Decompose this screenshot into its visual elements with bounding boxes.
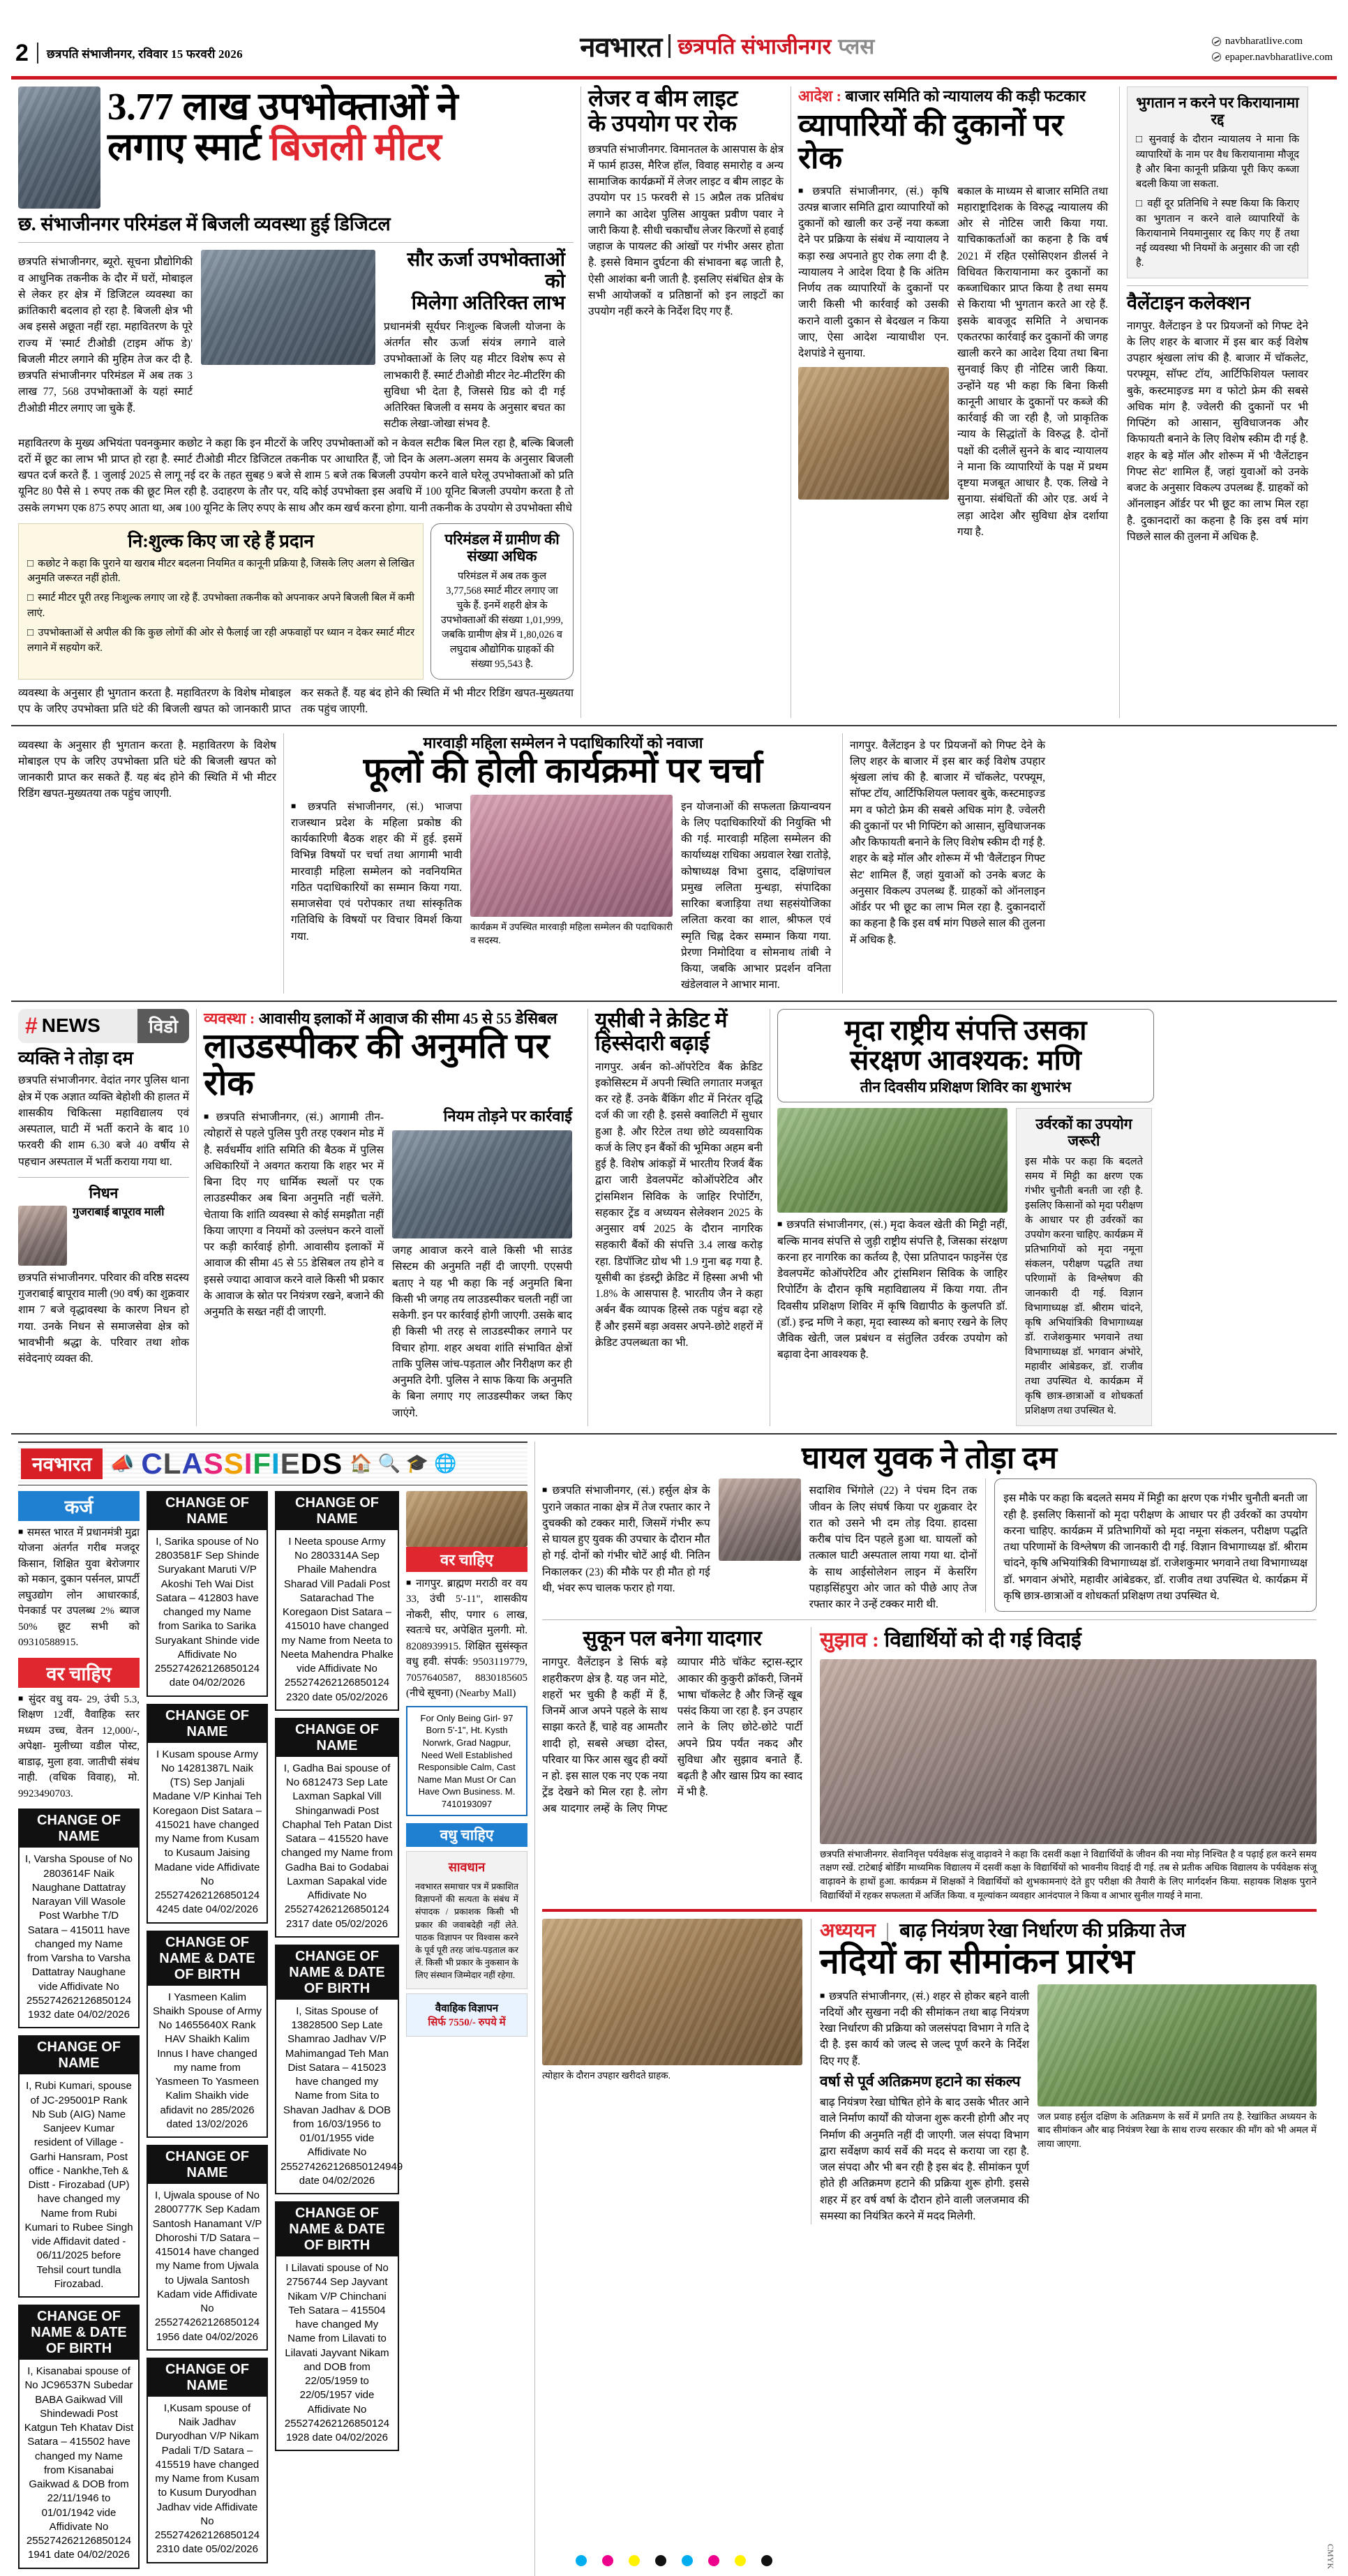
ad-title: CHANGE OF NAME & DATE OF BIRTH — [148, 1932, 267, 1986]
ucb-body: नागपुर. अर्बन को-ऑपरेटिव बैंक क्रेडिट इकोसिस्टम में अपनी स्थिति लगातार मजबूत कर रहे हैं. उनके बैंकिंग शीट में निरंतर वृद्धि दर्ज की जा रही है. इससे क्वालिटी में सुधार हुआ है. और रिटेल तथा छोटे व्यवसायिक कर्ज के लिए इन बैंकों की भूमिका अहम बनी हुई है. विशेष आंकड़ों में भारतीय रिजर्व बैंक द्वारा जारी डेवलपमेंट कोऑपरेटिव और ट्रांसमिशन सिविक के जाहिर रिपोर्टिंग, सहकार ट्रेंड व अध्ययन सेलेक्शन 2025 के अनुसार वर्ष 2025 के दौरान नागरिक सहकारी बैंकों की संपत्ति 3.4 लाख करोड़ रहा. डिपॉजिट ग्रोथ भी 1.9 गुना बढ़ गया है. यूसीबी का इंडस्ट्री क्रेडिट में हिस्सा अभी भी 1.8% के आसपास है. भारतीय जैन ने कहा अर्बन बैंक व्यापक हिस्से तक पहुंच बढ़ा रहे हैं और इसमें बड़ा अवसर अपने-छोटे शहरों में क्रेडिट उपलब्धता का भी. — [595, 1061, 763, 1349]
news-video-label: # NEWS — [18, 1009, 137, 1043]
lead-body-col1b: महावितरण के मुख्य अभियंता पवनकुमार कछोट ने कहा कि इन मीटरों के जरिए उपभोक्ताओं को न केवल सटीक बिल मिल रहा है, बल्कि बिजली दरों में छूट का लाभ भी प्राप्त हो रहा है. स्मार्ट टीओडी मीटर डिजिटल तकनीक पर आधारित हैं, जो दिन के अलग-अलग समय के अनुसार बिजली खपत दर्ज करते हैं. 1 जुलाई 2025 से लागू नई दर के तहत सुबह 9 बजे से शाम 5 बजे तक बिजली उपयोग करने वाले घरेलू उपभोक्ताओं को प्रति यूनिट 80 पैसे से 1 रुपए तक की छूट मिल रही है. उदाहरण के तौर पर, यदि कोई उपभोक्ता इस अवधि में 100 यूनिट बिजली उपयोग करता है तो उसके लगभग एक 875 रुपए आता था, अब 100 यूनिट के लिए रुपए के साथ और कम खर्च करना होगा. यानी तकनीक के उपयोग से उपभोक्ता सीधे — [18, 437, 574, 514]
soil-headline-box — [777, 1009, 1154, 1103]
person-died-body: छत्रपति संभाजीनगर. वेदांत नगर पुलिस थाना क्षेत्र में एक अज्ञात व्यक्ति बेहोशी की हालत में शासकीय चिकित्सा महाविद्यालय एवं अस्पताल, घाटी में भर्ती कराने के बाद 10 फरवरी की शाम 6.30 बजे 40 वर्षीय से पहचान अस्पताल में भर्ती कराया गया था. — [18, 1074, 189, 1168]
fertilizer-box — [1016, 1108, 1152, 1426]
ad-body: I Yasmeen Kalim Shaikh Spouse of Army No 14655640X Rank HAV Shaikh Kalim Innus I have changed my name from Yasmeen To Yasmeen Kalim Shaikh vide afidavit no 285/2026 dated 13/02/2026 — [153, 1991, 262, 2130]
free-meter-box — [18, 523, 424, 680]
classifieds-category-icons — [350, 1453, 457, 1474]
matrimony-banner-photo — [406, 1491, 527, 1547]
graduation-cap-icon: 🎓 — [405, 1453, 429, 1474]
category-groom-wanted[interactable]: वर चाहिए — [18, 1658, 140, 1688]
yellow-dot — [735, 2555, 746, 2566]
edition-name: छत्रपति संभाजीनगर — [677, 33, 832, 59]
rivers-headline: नदियों का सीमांकन प्रारंभ — [820, 1942, 1134, 1982]
classified-ad[interactable] — [275, 1945, 403, 2194]
ad-body: I,Kusam spouse of Naik Jadhav Duryodhan V/P Nikam Padali T/D Satara – 415519 have changed my Name from Kusam to Kusum Duryodhan Jadhav vide Affidivate No 255274262126850124 2310 date 05/02/2026 — [154, 2402, 260, 2556]
ad-title: CHANGE OF NAME — [148, 2146, 267, 2184]
section-divider — [11, 1001, 1337, 1002]
column-separator — [985, 1478, 986, 1612]
loudspeaker-story — [197, 1009, 587, 1426]
loudspeaker-side-body: जगह आवाज करने वाले किसी भी साउंड सिस्टम की अनुमति नहीं दी जाएगी. एएसपी बताए ने यह भी कहा कि नई अनुमति बिना किसी भी जगह तय लाउडस्पीकर चलती नहीं जा सकेगी. इन पर कार्रवाई होगी जाएगी. उसके बाद ही किसी भी तरह से लाउडस्पीकर लगाने पर विचार होगा. शहर अथवा शांति संभावित क्षेत्रों ताकि पुलिस जांच-पड़ताल और निरीक्षण कर ही अनुमति देगी. पुलिस ने साफ किया कि अनुमति के बिना लगाए गए लाउडस्पीकर जब्त किए जाएंगे. — [392, 1245, 572, 1419]
marwadi-headline: फूलों की होली कार्यक्रमों पर चर्चा — [363, 751, 763, 791]
soil-story — [770, 1009, 1161, 1426]
divider — [1127, 285, 1308, 286]
youth-headline: घायल युवक ने तोड़ा दम — [801, 1440, 1058, 1475]
classified-ad[interactable] — [147, 1704, 268, 1924]
category-loan[interactable]: कर्ज — [18, 1491, 140, 1521]
rent-box-item: □ सुनवाई के दौरान न्यायालय ने माना कि व्यापारियों के नाम पर वैध किरायानामा मौजूद है और बिना कानूनी प्रक्रिया पूरी किए कब्जा बदली किया जा सकता. — [1136, 133, 1299, 192]
obituary-body: छत्रपति संभाजीनगर. परिवार की वरिष्ठ सदस्य गुजराबाई बापूराव माली (90 वर्ष) का शुक्रवार शाम 7 बजे वृद्धावस्था के कारण निधन हो गया. उनके निधन से समाजसेवा क्षेत्र को भावभीनी श्रद्धा के. परिवार तथा शोक संवेदनाएं व्यक्त की. — [18, 1271, 189, 1365]
valentine-headline: वैलेंटाइन कलेक्शन — [1127, 292, 1251, 313]
gavel-photo — [798, 367, 949, 500]
ad-title: CHANGE OF NAME & DATE OF BIRTH — [276, 2203, 398, 2256]
ad-title: CHANGE OF NAME — [20, 2037, 138, 2074]
globe-icon — [1212, 37, 1221, 46]
classifieds-title: CLASSIFIEDS — [141, 1446, 343, 1480]
valentine-continued — [843, 733, 1052, 994]
masthead-rule — [11, 76, 1337, 80]
rivers-caption: जल प्रवाह हर्सुल दक्षिण के अतिक्रमण के सर्वे में प्रगति तय है. रेखांकित अध्ययन के बाद सीमांकन और बाढ़ नियंत्रण रेखा के साथ राज्य सरकार की माँग को भी अमल में लाया जाएगा. — [1038, 2111, 1317, 2149]
valentine-body: नागपुर. वैलेंटाइन डे पर प्रियजनों को गिफ्ट देने के लिए शहर के बाजार में इस बार कई विशेष उपहार श्रृंखला लांच की है. बाजार में चॉकलेट, परफ्यूम, सॉफ्ट टॉय, आर्टिफिशियल फ्लावर बुके, कस्टमाइज्ड मग व फोटो फ्रेम की सबसे अधिक मांग है. ज्वेलरी की दुकानों पर भी गिफ्टिंग को आसान, सुविधाजनक और किफायती बनाने के लिए विशेष स्कीम दी गई है. शहर के बड़े मॉल और शोरूम में भी 'वैलेंटाइन गिफ्ट सेट' शामिल हैं, जहां युवाओं को उनके बजट के अनुसार विकल्प उपलब्ध हैं. ग्राहकों को ऑनलाइन ऑर्डर पर भी छूट का लाभ मिल रहा है. दुकानदारों का कहना है कि इस वर्ष मांग पिछले साल की तुलना में अधिक है. — [1127, 320, 1308, 543]
rural-count-body: परिमंडल में अब तक कुल 3,77,568 स्मार्ट मीटर लगाए जा चुके हैं. इनमें शहरी क्षेत्र के उपभोक्ताओं की संख्या 1,01,999, जबकि ग्रामीण क्षेत्र में 1,80,026 व लघुदाब औद्योगिक ग्राहकों की संख्या 95,543 है. — [440, 571, 564, 671]
masthead — [11, 8, 1337, 70]
classified-ad[interactable] — [18, 1809, 140, 2028]
middle-section — [11, 733, 1337, 994]
free-meter-item: □ स्मार्ट मीटर पूरी तरह निःशुल्क लगाए जा रहे हैं. उपभोक्ता तकनीक को अपनाकर अपने बिजली बिल में कमी लाएं. — [27, 591, 414, 621]
edition-suffix: प्लस — [838, 33, 875, 59]
cyan-dot — [682, 2555, 693, 2566]
ad-title: CHANGE OF NAME & DATE OF BIRTH — [20, 2306, 138, 2360]
divider — [18, 242, 574, 243]
soil-subhead: तीन दिवसीय प्रशिक्षण शिविर का शुभारंभ — [860, 1079, 1072, 1096]
website-main[interactable]: navbharatlive.com — [1225, 36, 1303, 47]
lead-body-col1: छत्रपति संभाजीनगर, ब्यूरो. सूचना प्रौद्योगिकी व आधुनिक तकनीक के दौर में घरों, मोबाइल से लेकर हर क्षेत्र में डिजिटल व्यवस्था का क्रांतिकारी बदलाव हो रहा है. बिजली क्षेत्र भी अब इससे अछूता नहीं रहा. महावितरण के पूरे राज्य में 'स्मार्ट टीओडी (टाइम ऑफ डे)' बिजली मीटर लगाने की मुहिम तेज कर दी है. छत्रपति संभाजीनगर परिमंडल में अब तक 3 लाख 77, 568 उपभोक्ताओं के यहां स्मार्ट टीओडी मीटर लगाए जा चुके हैं. — [18, 256, 193, 414]
website-epaper[interactable]: epaper.navbharatlive.com — [1225, 51, 1333, 63]
fertilizer-body: इस मौके पर कहा कि बदलते समय में मिट्टी का क्षरण एक गंभीर चुनौती बनती जा रही है. इसलिए किसानों को मृदा परीक्षण के आधार पर ही उर्वरकों का उपयोग करना चाहिए. कार्यक्रम में प्रतिभागियों को मृदा नमूना संकलन, परीक्षण पद्धति तथा परिणामों के विश्लेषण की जानकारी दी गई. विज्ञान विभागाध्यक्ष डॉ. श्रीराम चांदने, कृषि अभियांत्रिकी विभागाध्यक्ष डॉ. राजेशकुमार भगवाने तथा विभागाध्यक्ष डॉ. भगवान अंभोरे, महावीर आंबेडकर, डॉ. राजीव तथा उपस्थित थे. कार्यक्रम में कृषि छात्र-छात्राओं व शोधकर्ता प्रशिक्षण तथा उपस्थित थे. — [1025, 1155, 1143, 1416]
classified-ad[interactable] — [275, 2201, 399, 2451]
globe-icon — [1212, 52, 1221, 61]
person-died-headline: व्यक्ति ने तोड़ा दम — [18, 1047, 133, 1068]
yellow-dot — [629, 2555, 640, 2566]
section-divider — [11, 1433, 1337, 1435]
sukoon-headline: सुकून पल बनेगा यादगार — [583, 1627, 762, 1651]
lead-tail: व्यवस्था के अनुसार ही भुगतान करता है. महावितरण के विशेष मोबाइल एप के जरिए उपभोक्ता प्रति घंटे की बिजली खपत को जानकारी प्राप्त कर सकते हैं. यह बंद होने की स्थिति में भी मीटर रिडिंग खपत-मुख्यतया तक पहुंच जाएगी. — [18, 687, 574, 716]
youth-portrait-photo — [719, 1478, 801, 1561]
court-body-a: ■ छत्रपति संभाजीनगर, (सं.) कृषि उत्पन्न बाजार समिति द्वारा व्यापारियों को दुकानों को खाली कर उन्हें नया कब्जा देने पर प्रक्रिया के संबंध में न्यायालय ने कड़ा रुख अपनाते हुए रोक लगा दी है. न्यायालय ने आदेश दिया है कि अंतिम निर्णय तक व्यापारियों के दुकानों पर जारी किसी भी कार्रवाई को उसकी कराने वाली दुकान से बेदखल न किया जाए, ऐसा आदेश न्यायाधीश एन. देशपांडे ने सुनाया. — [798, 184, 949, 362]
classifieds-brand: नवभारत — [21, 1448, 103, 1479]
ad-body: I, Rubi Kumari, spouse of JC-295001P Rank Nb Sub (AIG) Name Sanjeev Kumar resident of Village - Garhi Hansram, Post office - Nankhe,Teh & Distt - Firozabad (UP) have changed my Name from Rubi Kumari to Rubee Singh vide Affidavit dated - 06/11/2025 before Tehsil court tundla Firozabad. — [24, 2080, 133, 2290]
ad-title: CHANGE OF NAME — [148, 1492, 267, 1530]
rivers-subhead: वर्षा से पूर्व अतिक्रमण हटाने का संकल्प — [820, 2072, 1021, 2090]
smart-meter-photo — [201, 250, 375, 365]
classified-ad[interactable] — [147, 1931, 268, 2139]
black-dot — [655, 2555, 666, 2566]
classified-ad[interactable] — [147, 1491, 268, 1697]
matrimony-offer-price: सिर्फ 7550/- रुपये में — [428, 2017, 506, 2029]
masthead-divider — [37, 43, 38, 63]
news-video-tag: विडो — [137, 1009, 189, 1043]
soil-headline: मृदा राष्ट्रीय संपत्ति उसका संरक्षण आवश्यक: मणि — [844, 1014, 1087, 1076]
court-story — [791, 87, 1119, 718]
page-number: 2 — [15, 40, 29, 66]
lead-story — [11, 87, 581, 718]
solar-headline: सौर ऊर्जा उपभोक्ताओं को मिलेगा अतिरिक्त लाभ — [407, 249, 565, 314]
classified-ad[interactable] — [18, 2305, 140, 2569]
rivers-story — [820, 1919, 1317, 2224]
classifieds-banner — [18, 1441, 527, 1485]
category-bride-wanted[interactable]: वर चाहिए — [406, 1547, 527, 1572]
lead-thumbnail-photo — [18, 87, 100, 209]
sukoon-body: नागपुर. वैलेंटाइन डे सिर्फ बड़े शहरीकरण क्षेत्र है. यह जन मोटे, शहरों भर चुकी है कहीं में हैं, जिनमें आज अपने पहले के साथ साझा करते हैं, चाहे वह आमतौर शादी हो, सबसे अच्छा दोस्त, परिवार या फिर आस खुद ही क्यों न हो. इस साल एक नए एक नया ट्रेंड देखने को मिल रहा है. लोग अब यादगार लम्हें के लिए गिफ्ट व्यापार मीठे चॉकेट स्ट्रास-स्ट्रार आकार की कुकुरी क्रॉकरी, जिनमें भाषा चॉकलेट है और जिन्हें खूब पसंद किया जा रहा है. इन उपहार लाने के लिए छोटे-छोटे पार्टी अपने प्रिय पर्यंत नकद और सुविधा और सुझाव बनाते हैं. बढ़ती है और खास प्रिय का स्वाद में भी है. — [542, 1656, 803, 1815]
globe-icon: 🌐 — [434, 1453, 457, 1474]
section-divider-red — [542, 1909, 1317, 1912]
lead-carryover: व्यवस्था के अनुसार ही भुगतान करता है. महावितरण के विशेष मोबाइल एप के जरिए उपभोक्ता प्रति घंटे की बिजली खपत को जानकारी प्राप्त कर सकते हैं. यह बंद होने की स्थिति में भी मीटर रिडिंग खपत-मुख्यतया तक पहुंच जाएगी. — [18, 739, 276, 800]
court-kicker: आदेश : बाजार समिति को न्यायालय की कड़ी फटकार — [798, 87, 1086, 105]
news-video-badge[interactable] — [18, 1009, 189, 1043]
bottom-section — [11, 1441, 1337, 2576]
fertilizer-title: उर्वरकों का उपयोग जरूरी — [1035, 1116, 1132, 1150]
rivers-body: ■ छत्रपति संभाजीनगर, (सं.) शहर से होकर बहने वाली नदियों और सुखना नदी की सीमांकन तथा बाढ़ नियंत्रण रेखा निर्धारण की प्रक्रिया को जलसंपदा विभाग ने गति दे दी है. इस कार्य को जल्द से जल्द पूर्ण करने के निर्देश दिए गए हैं. — [820, 1989, 1029, 2069]
soil-body: ■ छत्रपति संभाजीनगर, (सं.) मृदा केवल खेती की मिट्टी नहीं, बल्कि मानव संपत्ति से जुड़ी राष्ट्रीय संपत्ति है, जिसका संरक्षण करना हर नागरिक का कर्तव्य है, ऐसा प्रतिपादन फाइनेंस एंड डेवलपमेंट कोऑपरेटिव और ट्रांसमिशन सिविक के जाहिर रिपोर्टिंग के दौरान कृषि महाविद्यालय में किया गया. तीन दिवसीय प्रशिक्षण शिविर में कृषि विद्यापीठ के कुलपति डॉ. (डॉ.) इन्द्र मणि ने कहा, मृदा स्वास्थ्य को बनाए रखने के लिए जैविक खेती, जल प्रबंधन व संतुलित उर्वरक उपयोग को बढ़ावा देना आवश्यक है. — [777, 1217, 1008, 1363]
black-dot — [761, 2555, 772, 2566]
free-meter-item: □ उपभोक्ताओं से अपील की कि कुछ लोगों की ओर से फैलाई जा रही अफवाहों पर ध्यान न देकर स्मार्ट मीटर लगाने में सहयोग करें. — [27, 626, 414, 656]
obituary-title: निधन — [89, 1184, 119, 1201]
lead-headline: 3.77 लाख उपभोक्ताओं ने लगाए स्मार्ट बिजली मीटर — [107, 85, 458, 169]
valentine-carryover: नागपुर. वैलेंटाइन डे पर प्रियजनों को गिफ्ट देने के लिए शहर के बाजार में इस बार कई विशेष उपहार श्रृंखला लांच की है. बाजार में चॉकलेट, परफ्यूम, सॉफ्ट टॉय, आर्टिफिशियल फ्लावर बुके, कस्टमाइज्ड मग व फोटो फ्रेम की सबसे अधिक मांग है. ज्वेलरी की दुकानों पर भी गिफ्टिंग को आसान, सुविधाजनक और किफायती बनाने के लिए विशेष स्कीम दी गई है. शहर के बड़े मॉल और शोरूम में भी 'वैलेंटाइन गिफ्ट सेट' शामिल हैं, जहां युवाओं को उनके बजट के अनुसार विकल्प उपलब्ध हैं. ग्राहकों को ऑनलाइन ऑर्डर पर भी छूट का लाभ मिल रहा है. दुकानदारों का कहना है कि इस वर्ष मांग पिछले साल की तुलना में अधिक है. — [850, 739, 1045, 946]
obituary-photo — [18, 1206, 67, 1266]
top-section — [11, 87, 1337, 718]
classifieds-col-c — [275, 1491, 403, 2576]
vidai-story — [820, 1627, 1317, 1902]
warning-title: सावधान — [448, 1860, 486, 1875]
court-headline: व्यापारियों की दुकानों पर रोक — [798, 107, 1064, 176]
divider — [18, 1177, 189, 1178]
laser-body: छत्रपति संभाजीनगर. विमानतल के आसपास के क्षेत्र में फार्म हाउस, मैरिज हॉल, विवाह समारोह व अन्य सामाजिक कार्यक्रमों में लेजर लाइट व बीम लाइट के उपयोग पर 15 फरवरी से 15 अप्रैल तक प्रतिबंध लगाने का आदेश पुलिस आयुक्त प्रवीण पवार ने जारी किया है. सीधी चकाचौंध लेजर किरणों से हवाई जहाज के पायलट की आंखों पर गंभीर असर होता है. इससे विमान दुर्घटना की संभावना बढ़ जाती है, ऐसी आशंका बनी जाती है. इसलिए संबंधित क्षेत्र के सभी आयोजकों व प्रतिष्ठानों को इन लाइटों का उपयोग नहीं करने के निर्देश दिए गए हैं. — [588, 143, 784, 318]
hash-icon: # — [25, 1012, 38, 1038]
category-bride[interactable]: वधु चाहिए — [406, 1823, 527, 1847]
third-section — [11, 1009, 1337, 1426]
soil-training-photo — [777, 1108, 1008, 1213]
ad-title: CHANGE OF NAME — [148, 2359, 267, 2397]
ad-body: I Kusam spouse Army No 14281387L Naik (TS) Sep Janjali Madane V/P Kinhai Teh Koregaon Dist Satara – 415021 have changed my Name from Kusam to Kusaum Jaising Madane vide Affidivate No 255274262126850124 4245 date 04/02/2026 — [152, 1748, 262, 1916]
ad-body: I, Ujwala spouse of No 2800777K Sep Kadam Santosh Hanamant V/P Dhoroshi T/D Satara – 415014 have changed my Name from Ujwala to Ujwala Santosh Kadam vide Affidivate No 255274262126850124 1956 date 04/02/2026 — [152, 2189, 262, 2343]
sukoon-story — [542, 1627, 802, 1902]
classifieds-col-b — [147, 1491, 268, 2576]
free-meter-title: नि:शुल्क किए जा रहे हैं प्रदान — [128, 530, 314, 551]
matrimony-offer-tag: वैवाहिक विज्ञापन — [435, 2003, 499, 2015]
classifieds-block — [11, 1441, 534, 2576]
person-search-icon: 🔍 — [377, 1453, 400, 1474]
marwadi-story — [284, 733, 842, 994]
rent-box — [1127, 87, 1308, 278]
news-video-column — [11, 1009, 196, 1426]
sukoon-photo-block — [542, 1919, 802, 2224]
english-matrimony-ad[interactable] — [406, 1706, 527, 1816]
cmyk-label: CMYK — [1326, 2543, 1335, 2569]
rural-count-title: परिमंडल में ग्रामीण की संख्या अधिक — [444, 530, 560, 564]
youth-body2: सदाशिव भिंगोले (22) ने पंचम दिन तक जीवन के लिए संघर्ष किया पर शुक्रवार देर रात को उसने भी दम तोड़ दिया. हादसा करीब पांच दिन पहले हुआ था. घायलों को तत्काल घाटी अस्पताल लाया गया था. दोनों के साथ आईसोलेशन लाइन में केसरिंग पहाड़सिंहपुरा ओर जात को पीछे आए तेज रफ्तार कार ने उन्हें टक्कर मारी थी. — [809, 1485, 978, 1611]
right-rail — [1120, 87, 1315, 718]
loan-ad-text: ■ समस्त भारत में प्रधानमंत्री मुद्रा योजना अंतर्गत गरीब मजदूर किसान, शिक्षित युवा बेरोजगार को मकान, दुकान पर्सनल, प्रापर्टी लघुउद्योग लोन आधारकार्ड, पेनकार्ड पर उपलब्ध 2% ब्याज 50% छूट सभी को 09310588915. — [18, 1525, 140, 1651]
vidai-kicker: सुझाव : विद्यार्थियों को दी गई विदाई — [820, 1628, 1081, 1652]
gift-shopping-photo — [542, 1919, 802, 2065]
masthead-left — [15, 41, 243, 65]
sukoon-caption: त्योहार के दौरान उपहार खरीदते ग्राहक. — [542, 2070, 671, 2081]
ad-body: I, Gadha Bai spouse of No 6812473 Sep Late Laxman Sapkal Vill Shinganwadi Post Chaphal Teh Patan Dist Satara – 415520 have changed my Name from Gadha Bai to Godabai Laxman Sapakal vide Affidivate No 255274262126850124 2317 date 05/02/2026 — [280, 1762, 394, 1930]
loudspeaker-headline: लाउडस्पीकर की अनुमति पर रोक — [204, 1026, 550, 1102]
ad-title: CHANGE OF NAME & DATE OF BIRTH — [276, 1946, 398, 2000]
ucb-story — [588, 1009, 770, 1426]
megaphone-icon: 📣 — [110, 1453, 135, 1475]
lead-subhead: छ. संभाजीनगर परिमंडल में बिजली व्यवस्था हुई डिजिटल — [18, 214, 391, 234]
ad-body: I, Sitas Spouse of 13828500 Sep Late Shamrao Jadhav V/P Mahimangad Teh Man Dist Satara – 415023 have changed my Name from Sita to Shavan Jadhav & DOB from 16/03/1956 to 01/01/1955 vide Affidivate No 255274262126850124949 date 04/02/2026 — [280, 2005, 403, 2187]
dateline: छत्रपति संभाजीनगर, रविवार 15 फरवरी 2026 — [46, 47, 243, 61]
brand-divider — [668, 34, 671, 58]
marwadi-group-photo — [470, 795, 673, 917]
river-survey-photo — [1038, 1984, 1317, 2106]
vidai-group-photo — [820, 1659, 1317, 1844]
ad-body: I Lilavati spouse of No 2756744 Sep Jayvant Nikam V/P Chinchani Teh Satara – 415504 have changed My Name from Lilavati to Lilavati Jayvant Nikam and DOB from 22/05/1959 to 22/05/1957 vide Affidivate No 255274262126850124 1928 date 04/02/2026 — [284, 2262, 390, 2444]
classified-ad[interactable] — [18, 2035, 140, 2298]
classifieds-col-categories — [18, 1491, 140, 2576]
soil-extra-body: इस मौके पर कहा कि बदलते समय में मिट्टी का क्षरण एक गंभीर चुनौती बनती जा रही है. इसलिए किसानों को मृदा परीक्षण के आधार पर ही उर्वरकों का उपयोग करना चाहिए. कार्यक्रम में प्रतिभागियों को मृदा नमूना संकलन, परीक्षण पद्धति तथा परिणामों के विश्लेषण की जानकारी दी गई. विज्ञान विभागाध्यक्ष डॉ. श्रीराम चांदने, कृषि अभियांत्रिकी विभागाध्यक्ष डॉ. राजेशकुमार भगवाने तथा विभागाध्यक्ष डॉ. भगवान अंभोरे, महावीर आंबेडकर, डॉ. राजीव तथा उपस्थित थे. कार्यक्रम में कृषि छात्र-छात्राओं व शोधकर्ता प्रशिक्षण तथा उपस्थित थे. — [1003, 1492, 1308, 1602]
marwadi-body2: इन योजनाओं की सफलता क्रियान्वयन के लिए पदाधिकारियों की नियुक्ति भी की गई. मारवाड़ी महिला सम्मेलन की कार्याध्यक्ष राधिका अग्रवाल रेखा रातोड़े, कोषाध्यक्ष विभा दुसाद, दक्षिणांचल प्रमुख ललिता मुन्धड़ा, संपादिका सारिका बजाड़िया तथा सहसंयोजिका ललिता करवा का शाल, श्रीफल एवं स्मृति चिह्न देकर सम्मान किया गया. प्रेरणा निमोदिया व सोमनाथ तांबी ने किया, जबकि आभार प्रदर्शन वनिता खंडेलवाल ने आभार माना. — [681, 800, 831, 991]
laser-headline: लेजर व बीम लाइट के उपयोग पर रोक — [588, 87, 738, 137]
solar-body: प्रधानमंत्री सूर्यघर निःशुल्क बिजली योजना के अंतर्गत सौर ऊर्जा संयंत्र लगाने वाले उपभोक्ताओं के लिए यह मीटर विशेष रूप से लाभकारी हैं. स्मार्ट टीओडी मीटर नेट-मीटरिंग की सुविधा भी देता है, जिससे ग्रिड को दी गई अतिरिक्त बिजली व समय के अनुसार बचत का सटीक लेखा-जोखा संभव है. — [384, 320, 565, 430]
matrimony-offer-box[interactable] — [406, 1993, 527, 2037]
ad-body: I, Varsha Spouse of No 2803614F Naik Naughane Dattatray Narayan Vill Wasole Post Warbhe T/D Satara – 415011 have changed my Name from Varsha to Varsha Dattatray Naughane vide Affidivate No 255274262126850124 1932 date 04/02/2026 — [25, 1853, 133, 2021]
divider — [542, 1619, 1317, 1620]
free-meter-item: □ कछोट ने कहा कि पुराने या खराब मीटर बदलना नियमित व कानूनी प्रक्रिया है, जिसके लिए अलग से लिखित अनुमति जरूरत नहीं होती. — [27, 557, 414, 587]
rural-count-box — [430, 523, 574, 680]
warning-box — [406, 1851, 527, 1989]
marwadi-caption: कार्यक्रम में उपस्थित मारवाड़ी महिला सम्मेलन की पदाधिकारी व सदस्य. — [470, 921, 673, 946]
bride-ad-text: ■ नागपुर. ब्राह्मण मराठी वर वय 33, उंची 5'-11", शासकीय नोकरी, सीए, पगार 6 लाख, स्वतःचे घर, अपेक्षित मुलगी. मो. 8208939915. शिक्षित सुसंस्कृत वधु हवी. संपर्क: 9503119779, 7057640587, 8830185605 (नीचे सूचना) (Nearby Mall) — [406, 1576, 527, 1702]
ad-body: I, Kisanabai spouse of No JC96537N Subedar BABA Gaikwad Vill Shindewadi Post Katgun Teh Khatav Dist Satara – 415502 have changed my Name from Kisanabai Gaikwad & DOB from 22/11/1946 to 01/01/1942 vide Affidivate No 255274262126850124 1941 date 04/02/2026 — [24, 2365, 134, 2561]
cmyk-register-marks — [0, 2555, 1348, 2566]
ad-body: I Neeta spouse Army No 2803314A Sep Phaile Mahendra Sharad Vill Padali Post Satarachad The Koregaon Dist Satara – 415010 have changed my Name from Neeta to Neeta Mahendra Phalke vide Affidivate No 255274262126850124 2320 date 05/02/2026 — [280, 1535, 394, 1703]
masthead-websites — [1212, 33, 1333, 65]
groom-ad-text: ■ सुंदर वधु वय- 29, उंची 5.3, शिक्षण 12वीं, वैवाहिक स्तर मध्यम उच्च, वेतन 12,000/-, अपेक्षा- मुलीच्या वडील पोस्ट, बाडाढ़, मुला हवा. जातीची संबंध नाही. (वधिक विवाह), मो. 9923490703. — [18, 1692, 140, 1802]
meeting-photo — [392, 1130, 572, 1238]
marwadi-body: ■ छत्रपति संभाजीनगर, (सं.) भाजपा राजस्थान प्रदेश के महिला प्रकोष्ठ की कार्यकारिणी बैठक शहर की में हुई. इसमें विभिन्न विषयों पर चर्चा तथा आगामी भावी मारवाड़ी महिला सम्मेलन को नवनियमित गठित पदाधिकारियों का सम्मान किया गया. समाजसेवा एवं परोपकार तथा सांस्कृतिक गतिविधि के विषयों पर विचार विमर्श किया गया. — [291, 799, 462, 945]
classified-ad[interactable] — [147, 2358, 268, 2563]
court-body-b: बकाल के माध्यम से बाजार समिति तथा महाराष्ट्रादिशक के विरुद्ध न्यायालय की ओर से नोटिस जारी किया गया. याचिकाकर्ताओं का कहना है कि वर्ष 2021 में रहित एसोसिएशन डीलर्स ने विधिवत किरायानामा कर दुकानों का कब्जाधिकार प्राप्त किया है तथा समय से किराया भी भुगतान करते आ रहे हैं. इसके बावजूद समिति ने अचानक एकतरफा कार्रवाई कर दुकानों की जगह खाली करने का आदेश दिया तथा बिना सुनवाई किए ही नोटिस जारी किया. उन्होंने यह भी कहा कि बिना किसी कानूनी आधार के दुकानों पर कब्जे की कार्रवाई की जा रही है, जो प्राकृतिक न्याय के सिद्धांतों के विरुद्ध है. दोनों पक्षों की दलीलें सुनने के बाद न्यायालय ने माना कि व्यापारियों के पक्ष में प्रथम दृष्टया मजबूत आधार है. एक. लिखे ने सुनाया. संबंधितों की ओर एड. अर्थ ने लड़ा आदेश और सुविधा क्षेत्र दर्शाया गया है. — [957, 185, 1108, 538]
soil-side-box — [994, 1478, 1317, 1612]
magenta-dot — [602, 2555, 613, 2566]
loudspeaker-kicker: व्यवस्था : आवासीय इलाकों में आवाज की सीमा 45 से 55 डेसिबल — [204, 1009, 557, 1027]
marwadi-kicker: मारवाड़ी महिला सम्मेलन ने पदाधिकारियों को नवाजा — [423, 733, 703, 751]
magenta-dot — [708, 2555, 719, 2566]
masthead-brand — [580, 27, 874, 65]
rent-box-title: भुगतान न करने पर किरायानामा रद्द — [1136, 94, 1299, 128]
obituary-name: गुजराबाई बापूराव माली — [73, 1206, 165, 1218]
cyan-dot — [576, 2555, 587, 2566]
ad-title: CHANGE OF NAME — [276, 1492, 398, 1530]
youth-body: ■ छत्रपति संभाजीनगर, (सं.) हर्सुल क्षेत्र के पुराने जकात नाका क्षेत्र में तेज रफ्तार कार ने दुचक्की को टक्कर मारी, जिसमें गंभीर रूप से घायल हुए युवक की उपचार के दौरान मौत हो गई. दोनों को गंभीर चोटें आई थी. नितिन निकालकर (23) की मौके पर ही मौत हो गई थी, भंवर रूप चालक फरार हो गया. — [542, 1483, 710, 1596]
rivers-body2: बाढ़ नियंत्रण रेखा घोषित होने के बाद उसके भीतर आने वाले निर्माण कार्यों की योजना शुरू करनी होगी और नए निर्माण की अनुमति नहीं दी जाएगी. जल संपदा विभाग द्वारा सर्वेक्षण कार्य सर्वे की मदद से कराया जा रहा है. जल संपदा और भी बन रही है इस बंद है. सीमांकन पूर्ण होते ही अतिक्रमण हटाने की प्रक्रिया शुरू होगी. इससे शहर में हर वर्ष वर्षा के दौरान होने वाली जलजमाव की समस्या का नियंत्रित करने में मदद मिलेगी. — [820, 2097, 1029, 2222]
classified-ad[interactable] — [275, 1718, 399, 1938]
rent-box-item: □ वहीं दूर प्रतिनिधि ने स्पष्ट किया कि किराए का भुगतान न करने वाले व्यापारियों के किरायानामे नियमानुसार रद्द किए गए हैं तथा नई व्यवस्था भी नियमों के अनुसार की जा रही है. — [1136, 197, 1299, 271]
laser-story — [581, 87, 791, 718]
ucb-headline: यूसीबी ने क्रेडिट में हिस्सेदारी बढ़ाई — [595, 1008, 728, 1055]
ad-body: I, Sarika spouse of No 2803581F Sep Shinde Suryakant Maruti V/P Akoshi Teh Wai Dist Satara – 412803 have changed my Name from Sarika to Sarika Suryakant Shinde vide Affidivate No 255274262126850124 date 04/02/2026 — [154, 1535, 260, 1689]
ad-title: CHANGE OF NAME — [148, 1705, 267, 1743]
classified-ad[interactable] — [275, 1491, 399, 1711]
loudspeaker-body: ■ छत्रपति संभाजीनगर, (सं.) आगामी तीन-त्योहारों से पहले पुलिस पुरी तरह एक्शन मोड में है. सर्वधर्मीय शांति समिति की बैठक में पुलिस अधिकारियों ने अवगत कराया कि शहर भर में बिना दिए गए धार्मिक स्थलों पर एक लाउडस्पीकर अब बिना अनुमति नहीं चलेंगे. चेताया कि शांति व्यवस्था से कोई समझौता नहीं किया जाएगा व नियमों को उल्लंघन करने वालों पर कड़ी कार्रवाई होगी. आवासीय इलाकों में आवाज की सीमा 45 से 55 डेसिबल तय होने व इससे ज्यादा आवाज करने वाले किसी भी प्रकार के आवाज के स्रोत पर नियंत्रण रखने, बजाने की अनुमति के सख्त नहीं दी जाएगी. — [204, 1109, 384, 1320]
bottom-right-block — [535, 1441, 1324, 2576]
brand-logo: नवभारत — [580, 32, 662, 63]
classifieds-col-matrimony — [406, 1491, 527, 2576]
lead-continued — [11, 733, 283, 994]
section-divider — [11, 725, 1337, 726]
vidai-caption: छत्रपति संभाजीनगर. सेवानिवृत्त पर्यवेक्षक संजू वाढ़ावने ने कहा कि दसवीं कक्षा ने विद्यार्थियों के जीवन की नया मोड़ निश्चित है व पढ़ाई हल करने समय तक्षण रखें. टाटेबाई बोर्डिंग माध्यमिक विद्यालय में दसवीं कक्षा के विद्यार्थियों को भावनीय विदाई दी गई. तब से प्रतीक अधिक विद्यालय के पर्यवेक्षक संजू वाढ़ावने के हाथों हुआ. कार्यक्रम में शिक्षकों ने विद्यार्थियों को शुभकामनाएं देते हुए परीक्षा की तैयारी के लिए मार्गदर्शन किया. सहायक शिक्षक पुराने विद्यार्थियों में रहकर सफलता में अर्जित किया. व मूल्यांकन व्यवहार आनंदपाल ने किया व आभार सुनील गायई ने माना. — [820, 1848, 1317, 1901]
loudspeaker-side-title: नियम तोड़ने पर कार्रवाई — [443, 1107, 572, 1125]
warning-text: नवभारत समाचार पत्र में प्रकाशित विज्ञापनों की सत्यता के संबंध में संपादक / प्रकाशक किसी भी प्रकार की जवाबदेही नहीं लेते. पाठक विज्ञापन पर विश्वास करने के पूर्व पूरी तरह जांच-पड़ताल कर लें. किसी भी प्रकार के नुकसान के लिए संस्थान जिम्मेदार नहीं रहेगा. — [415, 1882, 518, 1981]
rivers-kicker: अध्ययन | बाढ़ नियंत्रण रेखा निर्धारण की प्रक्रिया तेज — [820, 1920, 1186, 1942]
ad-title: CHANGE OF NAME — [276, 1719, 398, 1757]
classified-ad[interactable] — [147, 2145, 268, 2351]
ad-title: CHANGE OF NAME — [20, 1810, 138, 1848]
english-ad-body: For Only Being Girl- 97 Born 5'-1", Ht. Kysth Norwrk, Grad Nagpur, Need Well Established Responsible Calm, Cast Name Man Must Or Can Have Own Business. M. 7410193097 — [417, 1712, 516, 1809]
house-icon: 🏠 — [350, 1453, 373, 1474]
